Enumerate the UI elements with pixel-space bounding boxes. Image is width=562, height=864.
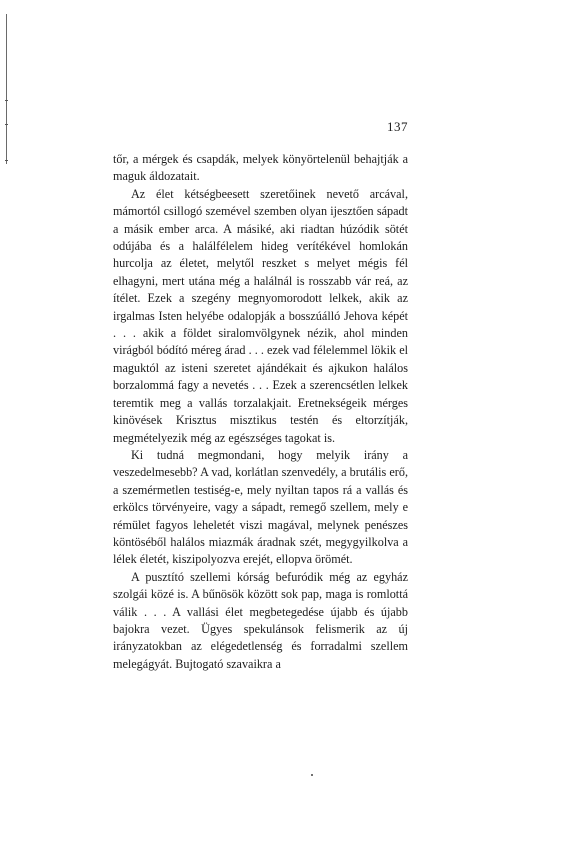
body-text: [113, 151, 408, 673]
paragraph: tőr, a mérgek és csapdák, melyek könyörtelenül behajtják a maguk áldozatait.: [113, 152, 408, 184]
scan-edge-tick: [5, 160, 8, 161]
paragraph: Ki tudná megmondani, hogy melyik irány a veszedelmesebb? A vad, korlátlan szenvedély, a brutális erő, a szemérmetlen testiség-e, mely nyiltan tapos rá a vallás és erkölcs törvényeire, vagy a sápadt, remegő szellem, mely e rémület fagyos leheletét viszi magával, melynek penészes köntöséből halálos miazmák áradnak szét, megygyilkolva a lélek életét, kiszipolyozva erejét, ellopva örömét.: [113, 447, 408, 567]
scan-speck: [311, 774, 313, 776]
paragraph: Az élet kétségbeesett szeretőinek nevető arcával, mámortól csillogó szemével szemben olyan ijesztően sápadt a másik ember arca. A másiké, aki riadtan húzódik sötét odújába és a halálfélelem hideg verítékével homlokán hurcolja az életet, melytől reszket s melyet mégis fél elhagyni, mert utána még a halálnál is rosszabb vár reá, az ítélet. Ezek a szegény megnyomorodott lelkek, akik az irgalmas Isten helyébe odalopják a bosszúálló Jehova képét . . . akik a földet siralomvölgynek nézik, ahol minden virágból bódító méreg árad . . . ezek vad félelemmel lökik el maguktól az isteni szeretet ajándékait és ajkukon halálos borzalommá fagy a nevetés . . . Ezek a szerencsétlen lelkek teremtik meg a vallás torzalakjait. Eretnekségeik mérges kinövések Krisztus misztikus testén és eltorzítják, megmételyezik még az egészséges tagokat is.: [113, 186, 408, 445]
paragraph: A pusztító szellemi kórság befuródik még az egyház szolgái közé is. A bűnösök között sok pap, maga is romlottá válik . . . A vallási élet megbetegedése újabb és újabb bajokra vezet. Ügyes spekulánsok felismerik az új irányzatokban az elégedetlenség és forradalmi szellem melegágyát. Bujtogató szavaikra a: [113, 569, 408, 671]
page-number: 137: [387, 119, 408, 134]
scan-edge-tick: [5, 100, 8, 101]
scan-edge-line: [6, 14, 7, 164]
scan-edge-tick: [5, 124, 8, 125]
